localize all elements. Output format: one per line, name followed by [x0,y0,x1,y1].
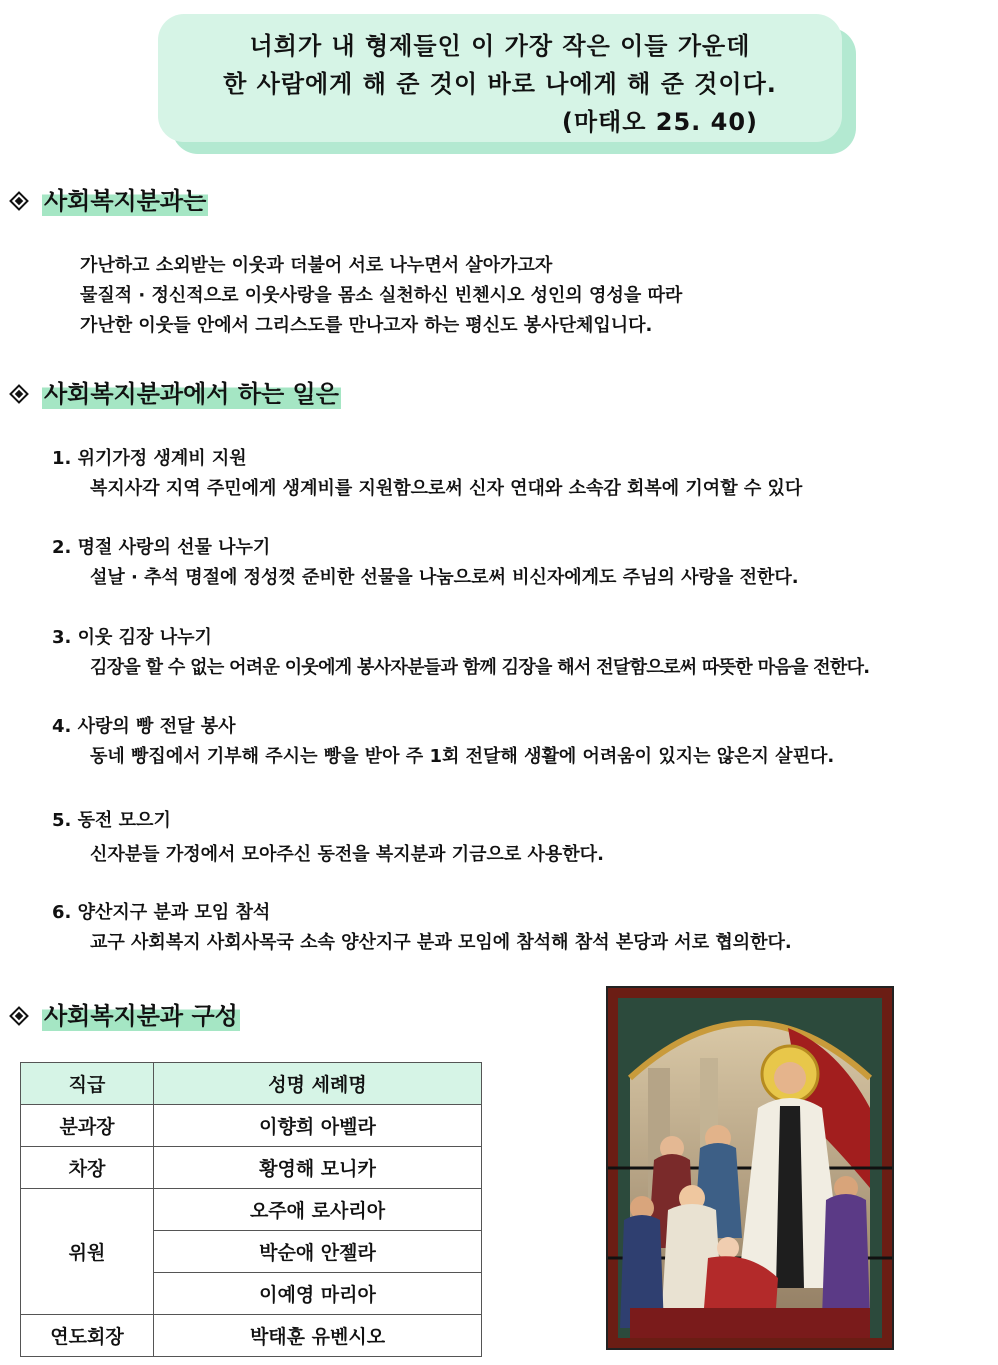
table-row [21,1105,482,1147]
cell-position: 연도회장 [21,1315,154,1357]
work-item-title: 1. 위기가정 생계비 지원 [52,448,247,469]
about-line: 가난한 이웃들 안에서 그리스도를 만나고자 하는 평신도 봉사단체입니다. [80,315,653,336]
heading-about-text: 사회복지분과는 [44,187,207,215]
quote-line-1: 너희가 내 형제들인 이 가장 작은 이들 가운데 [249,32,751,60]
cell-name: 오주애 로사리아 [154,1189,482,1231]
work-item-desc: 김장을 할 수 없는 어려운 이웃에게 봉사자분들과 함께 김장을 해서 전달함으로써 따뜻한 마음을 전한다. [90,657,870,678]
table-row [21,1315,482,1357]
work-item [52,898,792,958]
work-item [52,444,802,504]
work-item-title: 3. 이웃 김장 나누기 [52,627,212,648]
about-line: 가난하고 소외받는 이웃과 더불어 서로 나누면서 살아가고자 [80,255,553,276]
cell-name: 박태훈 유벤시오 [154,1315,482,1357]
stained-glass-icon [608,988,892,1348]
table-row [21,1189,482,1231]
heading-works-text: 사회복지분과에서 하는 일은 [44,380,339,408]
work-item-desc: 복지사각 지역 주민에게 생계비를 지원함으로써 신자 연대와 소속감 회복에 기여할 수 있다 [90,478,803,499]
section-heading-roster [8,999,240,1033]
quote-reference: (마태오 25. 40) [561,108,758,136]
quote-line-2: 한 사람에게 해 준 것이 바로 나에게 해 준 것이다. [223,70,777,98]
cell-name: 이향희 아벨라 [154,1105,482,1147]
work-item-title: 5. 동전 모으기 [52,810,171,831]
roster-table [20,1062,482,1357]
cell-position: 분과장 [21,1105,154,1147]
header-name: 성명 세례명 [154,1063,482,1105]
work-item-desc: 신자분들 가정에서 모아주신 동전을 복지분과 기금으로 사용한다. [90,844,604,865]
work-item-title: 2. 명절 사랑의 선물 나누기 [52,537,271,558]
diamond-bullet-icon [8,1005,30,1027]
table-row [21,1147,482,1189]
about-paragraph [80,251,682,341]
cell-position: 차장 [21,1147,154,1189]
work-item-desc: 설날 · 추석 명절에 정성껏 준비한 선물을 나눔으로써 비신자에게도 주님의 사랑을 전한다. [90,567,799,588]
cell-name: 황영해 모니카 [154,1147,482,1189]
cell-name: 이예영 마리아 [154,1273,482,1315]
work-item-desc: 동네 빵집에서 기부해 주시는 빵을 받아 주 1회 전달해 생활에 어려움이 있지는 않은지 살핀다. [90,746,835,767]
quote-box [158,14,842,142]
work-item [52,806,604,870]
diamond-bullet-icon [8,190,30,212]
work-item [52,533,799,593]
stained-glass-image [606,986,894,1350]
heading-roster-text: 사회복지분과 구성 [44,1002,238,1030]
about-line: 물질적 · 정신적으로 이웃사랑을 몸소 실천하신 빈첸시오 성인의 영성을 따라 [80,285,683,306]
work-item-desc: 교구 사회복지 사회사목국 소속 양산지구 분과 모임에 참석해 참석 본당과 서로 협의한다. [90,932,792,953]
diamond-bullet-icon [8,383,30,405]
work-item [52,712,834,772]
work-item-title: 6. 양산지구 분과 모임 참석 [52,902,271,923]
section-heading-works [8,377,341,411]
section-heading-about [8,184,208,218]
cell-position: 위원 [21,1189,154,1315]
work-item-title: 4. 사랑의 빵 전달 봉사 [52,716,236,737]
table-header-row [21,1063,482,1105]
work-item [52,623,869,683]
header-position: 직급 [21,1063,154,1105]
cell-name: 박순애 안젤라 [154,1231,482,1273]
